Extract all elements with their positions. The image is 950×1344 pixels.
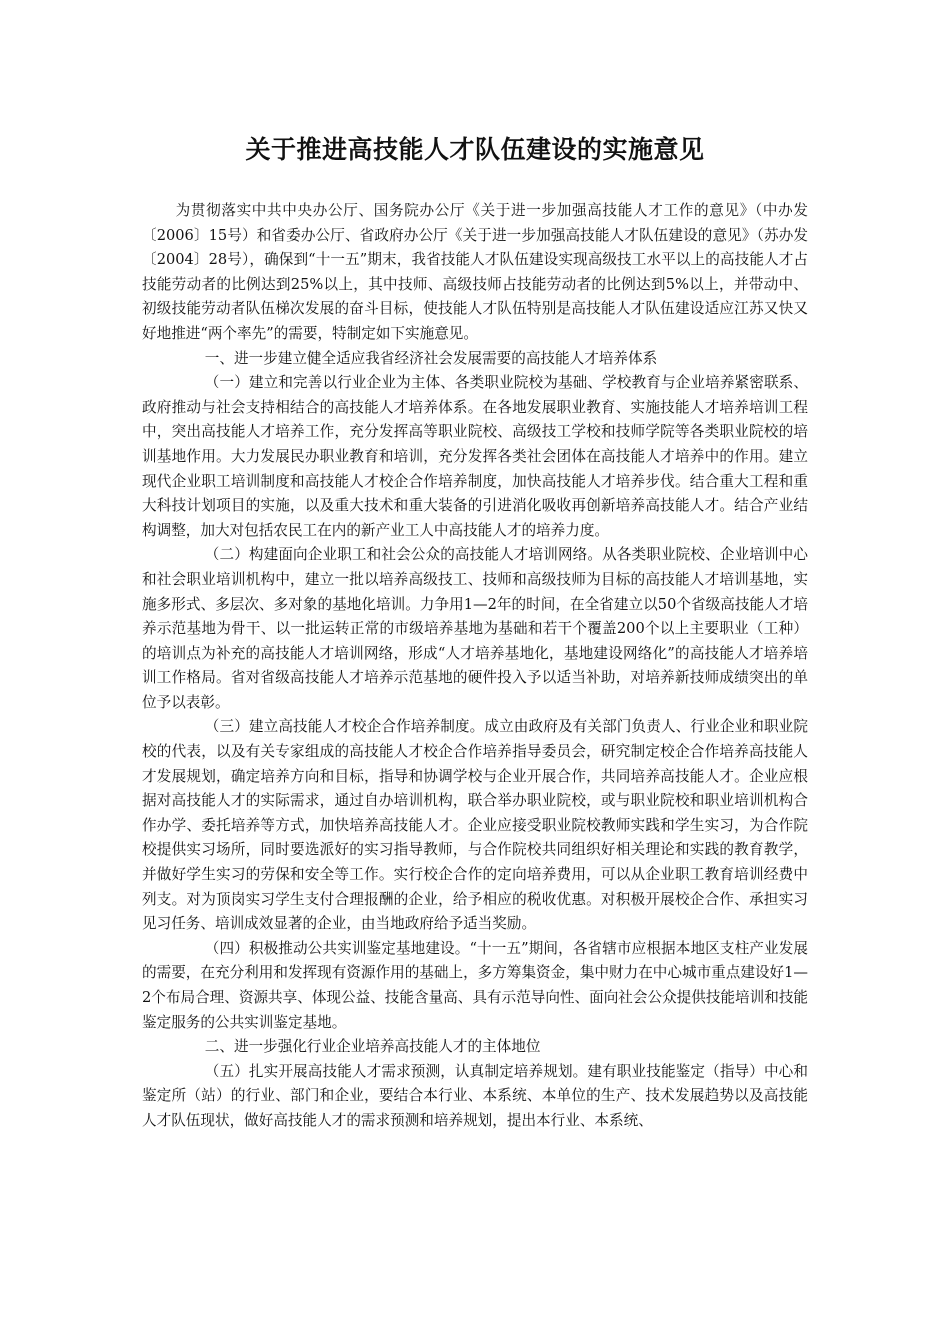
section-2-heading: 二、进一步强化行业企业培养高技能人才的主体地位 <box>204 1038 541 1056</box>
section-1-heading: 一、进一步建立健全适应我省经济社会发展需要的高技能人才培养体系 <box>204 349 658 367</box>
item-3-paragraph: （三）建立高技能人才校企合作培养制度。成立由政府及有关部门负责人、行业企业和职业院校的代表，以及有关专家组成的高技能人才校企合作培养指导委员会，研究制定校企合作培养高技能人才发展规划，确定培养方向和目标，指导和协调学校与企业开展合作，共同培养高技能人才。企业应根据对高技能人才的实际需求，通过自办培训机构，联合举办职业院校，或与职业院校和职业培训机构合作办学、委托培养等方式，加快培养高技能人才。企业应接受职业院校教师实践和学生实习，为合作院校提供实习场所，同时要选派好的实习指导教师，与合作院校共同组织好相关理论和实践的教育教学，并做好学生实习的劳保和安全等工作。实行校企合作的定向培养费用，可以从企业职工教育培训经费中列支。对为顶岗实习学生支付合理报酬的企业，给予相应的税收优惠。对积极开展校企合作、承担实习见习任务、培训成效显著的企业，由当地政府给予适当奖励。 <box>142 718 808 933</box>
item-5-paragraph: （五）扎实开展高技能人才需求预测，认真制定培养规划。建有职业技能鉴定（指导）中心和鉴定所（站）的行业、部门和企业，要结合本行业、本系统、本单位的生产、技术发展趋势以及高技能人才队伍现状，做好高技能人才的需求预测和培养规划，提出本行业、本系统、 <box>142 1062 808 1129</box>
intro-paragraph: 为贯彻落实中共中央办公厅、国务院办公厅《关于进一步加强高技能人才工作的意见》（中办发〔2006〕15号）和省委办公厅、省政府办公厅《关于进一步加强高技能人才队伍建设的意见》（苏办发〔2004〕28号），确保到“十一五”期末，我省技能人才队伍建设实现高级技工水平以上的高技能人才占技能劳动者的比例达到25%以上，其中技师、高级技师占技能劳动者的比例达到5%以上，并带动中、初级技能劳动者队伍梯次发展的奋斗目标，使技能人才队伍特别是高技能人才队伍建设适应江苏又快又好地推进“两个率先”的需要，特制定如下实施意见。 <box>142 202 808 342</box>
item-4-paragraph: （四）积极推动公共实训鉴定基地建设。“十一五”期间，各省辖市应根据本地区支柱产业发展的需要，在充分利用和发挥现有资源作用的基础上，多方筹集资金，集中财力在中心城市重点建设好1—2个布局合理、资源共享、体现公益、技能含量高、具有示范导向性、面向社会公众提供技能培训和技能鉴定服务的公共实训鉴定基地。 <box>142 939 809 1031</box>
document-body <box>142 199 808 1134</box>
item-2-paragraph: （二）构建面向企业职工和社会公众的高技能人才培训网络。从各类职业院校、企业培训中心和社会职业培训机构中，建立一批以培养高级技工、技师和高级技师为目标的高技能人才培训基地，实施多形式、多层次、多对象的基地化培训。力争用1—2年的时间，在全省建立以50个省级高技能人才培养示范基地为骨干、以一批运转正常的市级培养基地为基础和若干个覆盖200个以上主要职业（工种）的培训点为补充的高技能人才培训网络，形成“人才培养基地化，基地建设网络化”的高技能人才培养培训工作格局。省对省级高技能人才培养示范基地的硬件投入予以适当补助，对培养新技师成绩突出的单位予以表彰。 <box>142 546 808 711</box>
document-title: 关于推进高技能人才队伍建设的实施意见 <box>245 135 705 164</box>
item-1-paragraph: （一）建立和完善以行业企业为主体、各类职业院校为基础、学校教育与企业培养紧密联系、政府推动与社会支持相结合的高技能人才培养体系。在各地发展职业教育、实施技能人才培养培训工程中，突出高技能人才培养工作，充分发挥高等职业院校、高级技工学校和技师学院等各类职业院校的培训基地作用。大力发展民办职业教育和培训，充分发挥各类社会团体在高技能人才培养中的作用。建立现代企业职工培训制度和高技能人才校企合作培养制度，加快高技能人才培养步伐。结合重大工程和重大科技计划项目的实施，以及重大技术和重大装备的引进消化吸收再创新培养高技能人才。结合产业结构调整，加大对包括农民工在内的新产业工人中高技能人才的培养力度。 <box>142 374 808 539</box>
